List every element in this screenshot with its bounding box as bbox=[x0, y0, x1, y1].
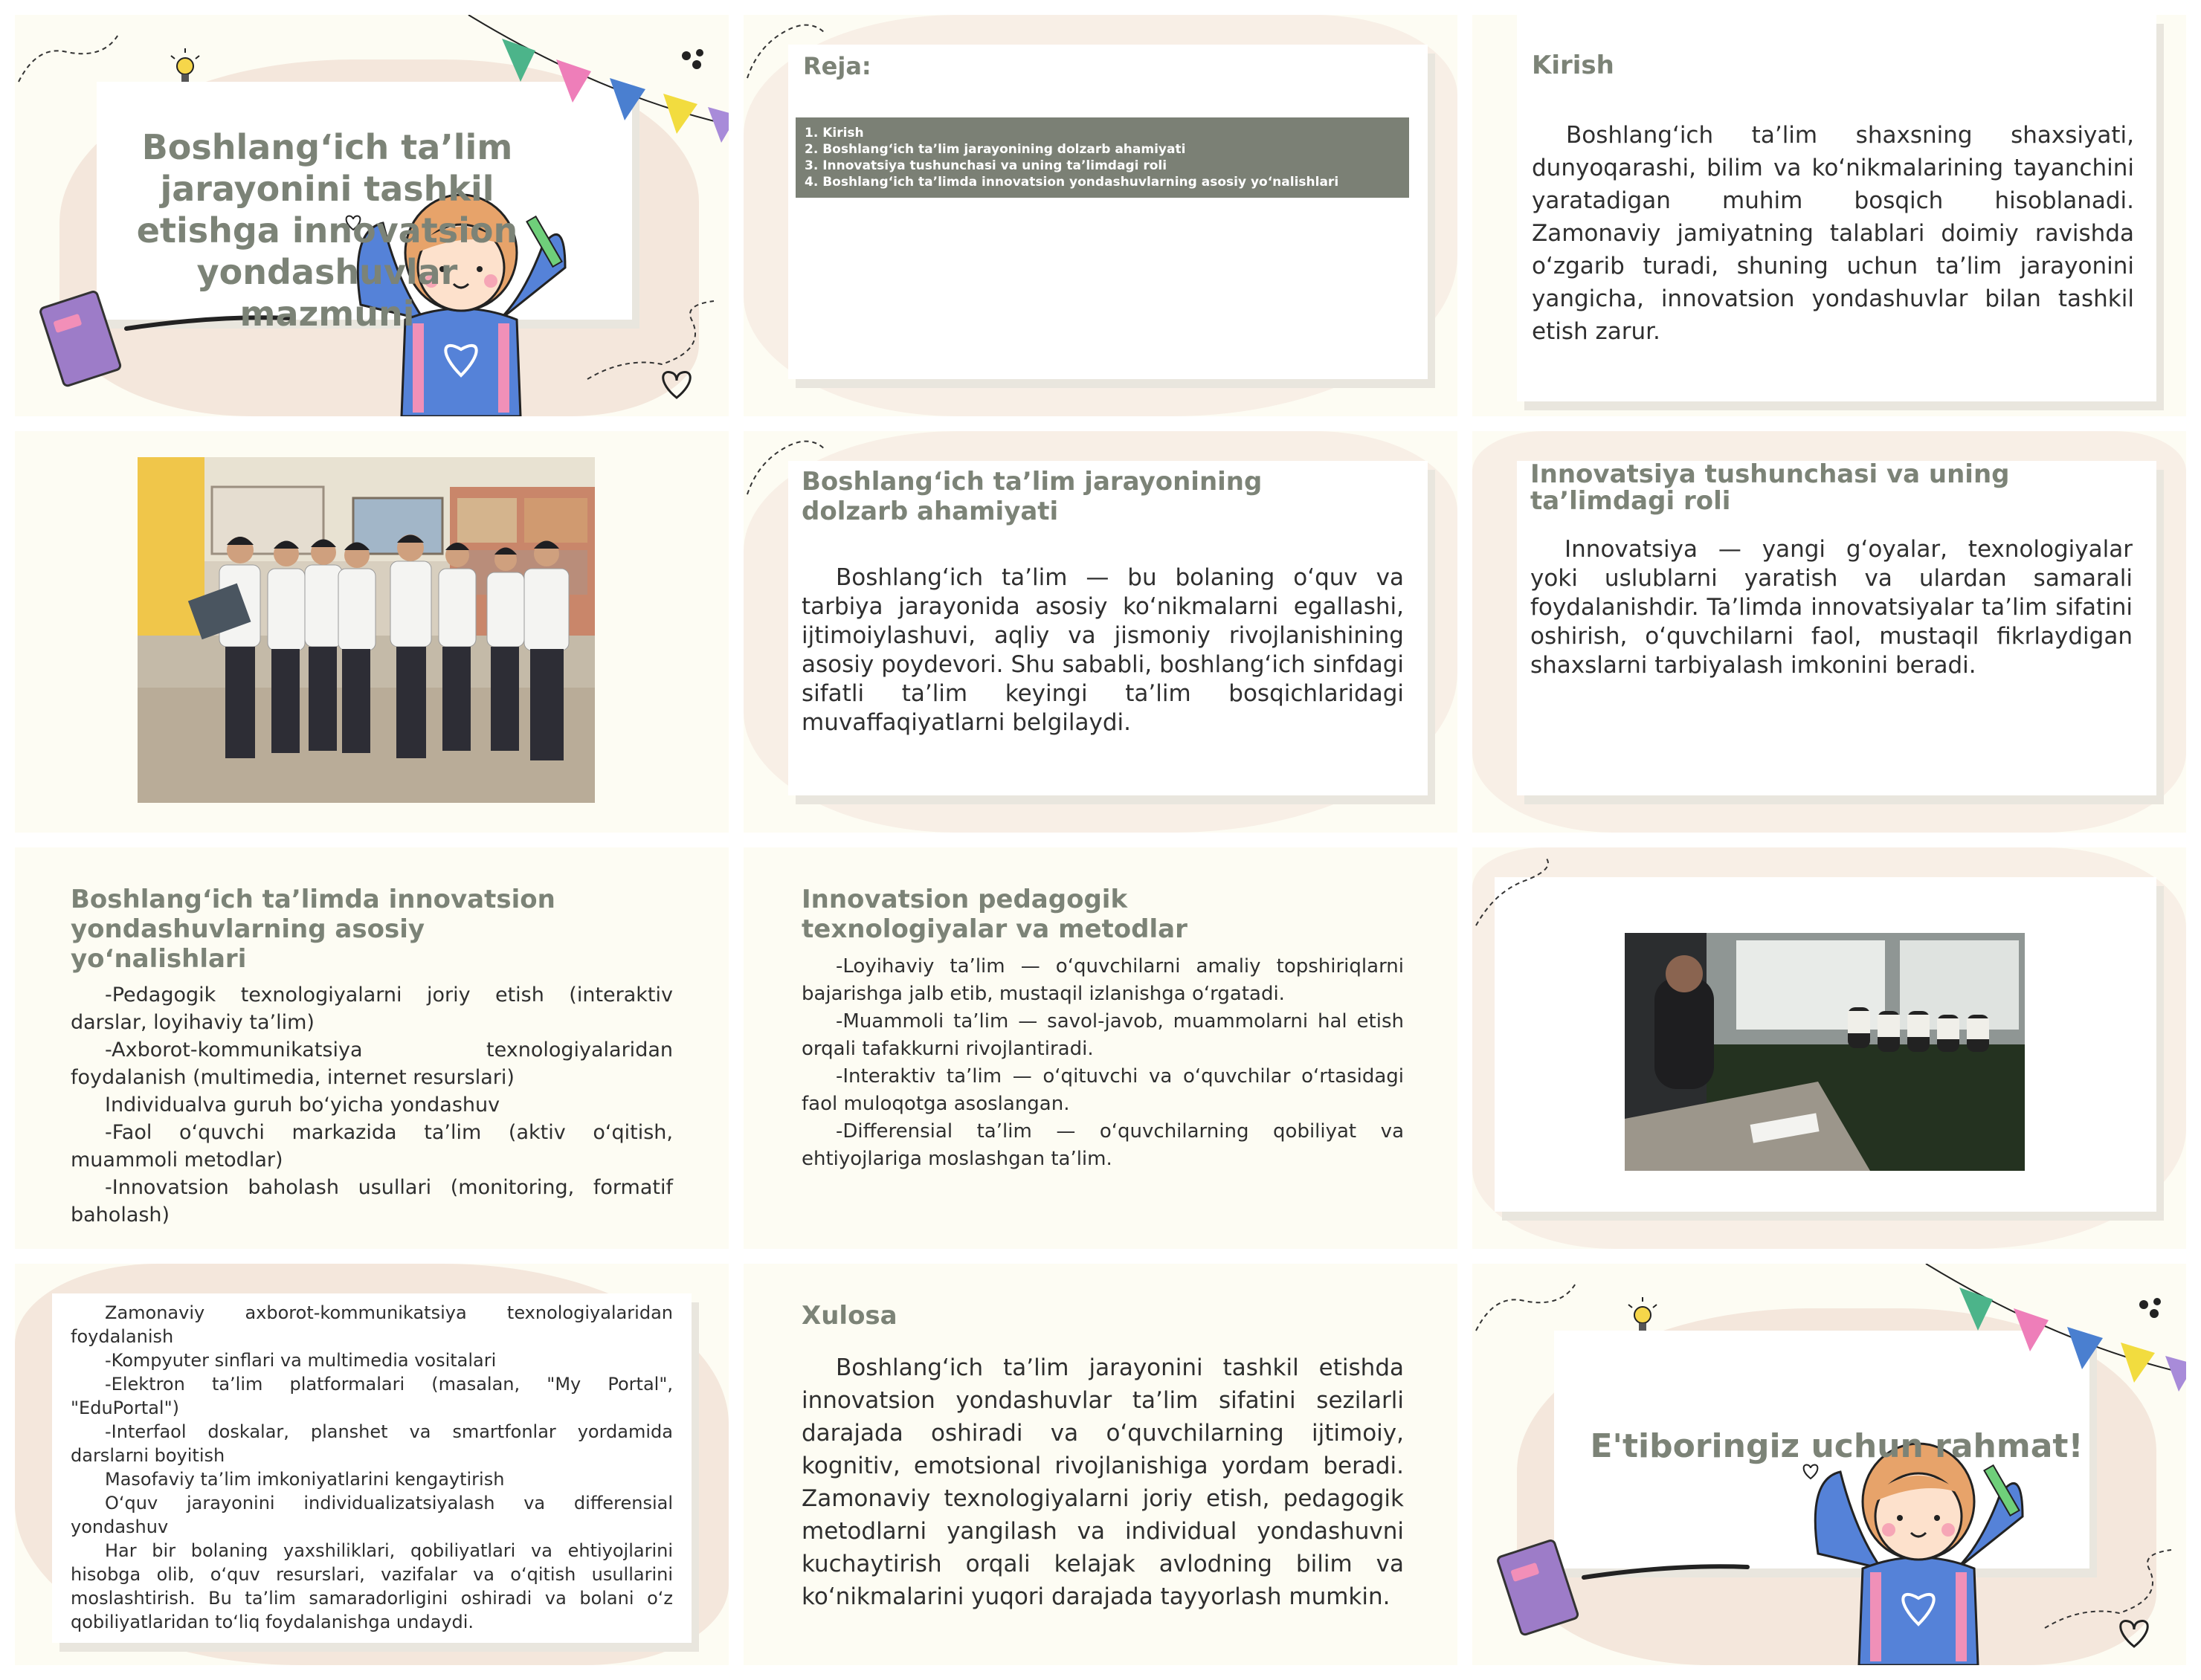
directions-list bbox=[71, 981, 673, 1229]
lightbulb-icon bbox=[167, 48, 204, 93]
girl-illustration-icon bbox=[1799, 1450, 2037, 1665]
slide-2-plan bbox=[744, 15, 1457, 416]
directions-item: -Innovatsion baholash usullari (monitoring, formatif baholash) bbox=[71, 1176, 673, 1227]
importance-text: Boshlang‘ich ta’lim — bu bolaning o‘quv va tarbiya jarayonida asosiy ko‘nikmalarni egallashi, ijtimoiylashuvi, aqliy va jismoniy rivojlanishining asosiy poydevori. Shu sababli, boshlang‘ich sinfdagi sifatli ta’lim keyingi ta’lim bosqichlaridagi muvaffaqiyatlarni belgilaydi. bbox=[802, 564, 1404, 736]
ict-item: -Interfaol doskalar, planshet va smartfonlar yordamida darslarni boyitish bbox=[71, 1421, 673, 1466]
plan-card bbox=[788, 45, 1428, 379]
plan-item: 3. Innovatsiya tushunchasi va uning ta’limdagi roli bbox=[805, 158, 1167, 173]
students-photo bbox=[138, 457, 595, 803]
innovation-title: Innovatsiya tushunchasi va uning ta’limdagi roli bbox=[1530, 459, 2010, 516]
conclusion-text: Boshlang‘ich ta’lim jarayonini tashkil etishda innovatsion yondashuvlar ta’lim sifatini sezilarli darajada oshiradi va o‘quvchilarning ijtimoiy, kognitiv, emotsional rivojlanishiga yordam beradi. Zamonaviy texnologiyalarni joriy etish, pedagogik metodlarni yangilash va individual yondashuvni kuchaytirish orqali kelajak avlodning bilim va ko‘nikmalarini yuqori darajada tayyorlash mumkin. bbox=[802, 1354, 1404, 1610]
classroom-photo bbox=[1625, 933, 2025, 1171]
plan-item: 4. Boshlang‘ich ta’limda innovatsion yondashuvlarning asosiy yo‘nalishlari bbox=[805, 175, 1339, 190]
plan-list-box bbox=[796, 117, 1409, 198]
slide-1-title bbox=[15, 15, 729, 416]
slide-6-innovation bbox=[1472, 431, 2186, 833]
notebook-icon bbox=[1495, 1539, 1584, 1635]
ict-item: -Elektron ta’lim platformalari (masalan, "My Portal", "EduPortal") bbox=[71, 1374, 673, 1418]
photo-scene bbox=[1625, 933, 2025, 1171]
importance-title: Boshlang‘ich ta’lim jarayonining dolzarb ahamiyati bbox=[802, 467, 1263, 526]
ict-item: -Kompyuter sinflari va multimedia vositalari bbox=[105, 1350, 497, 1371]
brush-stroke-decoration bbox=[1584, 1561, 1762, 1583]
methods-item: -Interaktiv ta’lim — o‘qituvchi va o‘quvchilar o‘rtasidagi faol muloqotga asoslangan. bbox=[802, 1065, 1404, 1115]
directions-item: -Faol o‘quvchi markazida ta’lim (aktiv o‘qitish, muammoli metodlar) bbox=[71, 1121, 673, 1172]
ict-item: Har bir bolaning yaxshiliklari, qobiliyatlari va ehtiyojlarini hisobga olib, o‘quv resurslari, vazifalar va o‘qitish usullarini moslashtirish. Bu ta’lim samaradorligini oshiradi va bolani o‘z qobiliyatlaridan to‘liq foydalanishga undaydi. bbox=[71, 1540, 673, 1632]
slide-4-photo bbox=[15, 431, 729, 833]
slide-7-directions bbox=[15, 847, 729, 1249]
intro-title: Kirish bbox=[1532, 51, 1614, 80]
dotted-swirl-icon bbox=[1472, 855, 1576, 929]
methods-item: -Muammoli ta’lim — savol-javob, muammolarni hal etish orqali tafakkurni rivojlantiradi. bbox=[802, 1010, 1404, 1060]
dots-decoration bbox=[2138, 1297, 2182, 1327]
lightbulb-icon bbox=[1625, 1297, 1662, 1342]
slide-3-intro bbox=[1472, 15, 2186, 416]
slide-10-ict bbox=[15, 1264, 729, 1665]
heart-icon bbox=[2112, 1613, 2156, 1650]
plan-title: Reja: bbox=[803, 52, 871, 80]
dotted-swirl-icon bbox=[1472, 1279, 1584, 1338]
directions-item: Individualva guruh bo‘yicha yondashuv bbox=[105, 1093, 500, 1117]
slide-1-title-text: Boshlang‘ich ta’lim jarayonini tashkil etishga innovatsion yondashuvlar mazmuni bbox=[136, 127, 518, 334]
methods-item: -Loyihaviy ta’lim — o‘quvchilarni amaliy topshiriqlarni bajarishga jalb etib, mustaqil izlanishga o‘rgatadi. bbox=[802, 955, 1404, 1005]
ict-list bbox=[71, 1301, 673, 1634]
methods-list bbox=[802, 953, 1404, 1173]
thanks-title: E'tiboringiz uchun rahmat! bbox=[1590, 1427, 2084, 1465]
slide-8-methods bbox=[744, 847, 1457, 1249]
slide-5-importance bbox=[744, 431, 1457, 833]
slide-12-thanks bbox=[1472, 1264, 2186, 1665]
plan-item: 1. Kirish bbox=[805, 126, 864, 140]
directions-item: -Pedagogik texnologiyalarni joriy etish (interaktiv darslar, loyihaviy ta’lim) bbox=[71, 983, 673, 1034]
notebook-icon bbox=[37, 290, 126, 387]
methods-title: Innovatsion pedagogik texnologiyalar va metodlar bbox=[802, 885, 1187, 944]
directions-item: -Axborot-kommunikatsiya texnologiyalaridan foydalanish (multimedia, internet resurslari) bbox=[71, 1038, 673, 1089]
dots-decoration bbox=[680, 48, 725, 78]
photo-scene bbox=[138, 457, 595, 803]
slide-11-conclusion bbox=[744, 1264, 1457, 1665]
heart-icon bbox=[654, 364, 699, 401]
ict-item: Zamonaviy axborot-kommunikatsiya texnologiyalaridan foydalanish bbox=[71, 1302, 673, 1347]
innovation-text: Innovatsiya — yangi g‘oyalar, texnologiyalar yoki uslublarni yaratish va ulardan samarali foydalanishdir. Ta’limda innovatsiyalar ta’lim sifatini oshirish, o‘quvchilarni faol, mustaqil fikrlaydigan shaxslarni tarbiyalash imkonini beradi. bbox=[1530, 536, 2133, 679]
intro-text: Boshlang‘ich ta’lim shaxsning shaxsiyati, dunyoqarashi, bilim va ko‘nikmalarining tayanchini yaratadigan muhim bosqich hisoblanadi. Zamonaviy jamiyatning talablari doimiy ravishda o‘zgarib turadi, shuning uchun ta’lim jarayonini yangicha, innovatsion yondashuvlar bilan tashkil etish zarur. bbox=[1532, 122, 2134, 345]
ict-item: Masofaviy ta’lim imkoniyatlarini kengaytirish bbox=[105, 1469, 505, 1490]
bunting-flags-icon bbox=[1918, 1264, 2186, 1398]
dotted-swirl-icon bbox=[15, 30, 126, 89]
slide-9-photo bbox=[1472, 847, 2186, 1249]
methods-item: -Differensial ta’lim — o‘quvchilarning qobiliyat va ehtiyojlariga moslashgan ta’lim. bbox=[802, 1120, 1404, 1170]
directions-title: Boshlang‘ich ta’limda innovatsion yondashuvlarning asosiy yo‘nalishlari bbox=[71, 885, 555, 974]
plan-item: 2. Boshlang‘ich ta’lim jarayonining dolzarb ahamiyati bbox=[805, 142, 1186, 157]
conclusion-title: Xulosa bbox=[802, 1301, 898, 1331]
ict-item: O‘quv jarayonini individualizatsiyalash va differensial yondashuv bbox=[71, 1493, 673, 1537]
